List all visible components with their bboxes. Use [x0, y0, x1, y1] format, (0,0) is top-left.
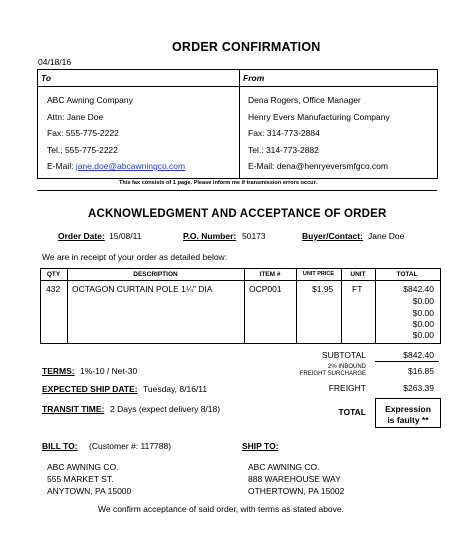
po-label: P.O. Number: — [183, 231, 237, 241]
from-line-email: E-Mail: dena@henryeversmfgco.com — [248, 161, 388, 171]
inbound-value: $16.85 — [408, 366, 434, 376]
order-date-value: 15/08/11 — [109, 231, 142, 241]
ship-to-line-2: 888 WAREHOUSE WAY — [248, 474, 341, 484]
total-value-line-2: is faulty ** — [387, 415, 429, 425]
to-email-link[interactable]: jane.doe@abcawningco.com — [75, 161, 186, 171]
cell-total: $842.40 — [403, 284, 434, 294]
customer-number: (Customer #: 117788) — [89, 441, 172, 451]
bill-to-line-3: ANYTOWN, PA 15000 — [47, 486, 132, 496]
buyer-label: Buyer/Contact: — [302, 231, 363, 241]
terms-label: TERMS: — [42, 366, 75, 376]
terms-value: 1%-10 / Net-30 — [80, 366, 138, 376]
footer-confirmation: We confirm acceptance of said order, with terms as stated above. — [98, 504, 344, 514]
cell-unit-price: $1.95 — [312, 284, 334, 294]
total-value-line-1: Expression — [385, 404, 431, 414]
to-line-company: ABC Awning Company — [47, 95, 133, 105]
ship-to-line-1: ABC AWNING CO. — [248, 462, 320, 472]
to-email-prefix: E-Mail: — [47, 161, 76, 171]
cell-unit: FT — [352, 284, 363, 294]
transit-value: 2 Days (expect delivery 8/18) — [110, 404, 221, 414]
bill-to-line-2: 555 MARKET ST. — [47, 474, 114, 484]
freight-value: $263.39 — [403, 383, 434, 393]
cell-total-empty-1: $0.00 — [412, 296, 434, 306]
cell-qty: 432 — [46, 284, 61, 294]
col-header-description: DESCRIPTION — [133, 271, 178, 278]
cell-total-empty-4: $0.00 — [412, 330, 434, 340]
col-header-unit-price: UNIT PRICE — [302, 271, 335, 277]
transit-label: TRANSIT TIME: — [42, 404, 105, 414]
total-label: TOTAL — [338, 407, 366, 417]
bill-to-line-1: ABC AWNING CO. — [47, 462, 119, 472]
receipt-text: We are in receipt of your order as detailed below: — [42, 252, 228, 262]
subtotal-value: $842.40 — [403, 350, 434, 360]
order-date-label: Order Date: — [58, 231, 105, 241]
inbound-label-1: 2% INBOUND — [327, 364, 366, 370]
ship-date-value: Tuesday, 8/16/11 — [143, 384, 208, 394]
ack-title: ACKNOWLEDGMENT AND ACCEPTANCE OF ORDER — [88, 208, 387, 220]
to-line-tel: Tel.: 555-775-2222 — [47, 145, 118, 155]
from-line-fax: Fax: 314-773-2884 — [248, 128, 320, 138]
subtotal-label: SUBTOTAL — [321, 350, 366, 360]
cell-total-empty-2: $0.00 — [412, 308, 434, 318]
cell-total-empty-3: $0.00 — [412, 319, 434, 329]
freight-label: FREIGHT — [328, 383, 366, 393]
ship-date-label: EXPECTED SHIP DATE: — [42, 384, 138, 394]
inbound-label-2: FREIGHT SURCHARGE — [299, 371, 366, 377]
to-line-attn: Attn: Jane Doe — [47, 112, 104, 122]
ship-to-label: SHIP TO: — [242, 441, 279, 451]
from-label: From — [243, 73, 265, 83]
cell-description: OCTAGON CURTAIN POLE 1¼" DIA — [72, 284, 213, 294]
page-title: ORDER CONFIRMATION — [172, 40, 321, 54]
document-date: 04/18/16 — [38, 57, 72, 67]
from-line-company: Henry Evers Manufacturing Company — [248, 112, 390, 122]
col-header-unit: UNIT — [350, 271, 366, 278]
fax-note: This fax consists of 1 page. Please inform me if transmission errors occur. — [119, 180, 318, 186]
po-value: 50173 — [242, 231, 266, 241]
from-line-tel: Tel.: 314-773-2882 — [248, 145, 319, 155]
to-label: To — [41, 73, 52, 83]
ship-to-line-3: OTHERTOWN, PA 15002 — [248, 486, 345, 496]
to-line-fax: Fax: 555-775-2222 — [47, 128, 119, 138]
cell-item: OCP001 — [249, 284, 282, 294]
col-header-item: ITEM # — [259, 271, 281, 278]
to-email-row — [47, 161, 185, 171]
col-header-total: TOTAL — [396, 271, 418, 278]
bill-to-label: BILL TO: — [42, 441, 78, 451]
col-header-qty: QTY — [46, 271, 61, 278]
buyer-value: Jane Doe — [368, 231, 405, 241]
from-line-name: Dena Rogers, Office Manager — [248, 95, 361, 105]
